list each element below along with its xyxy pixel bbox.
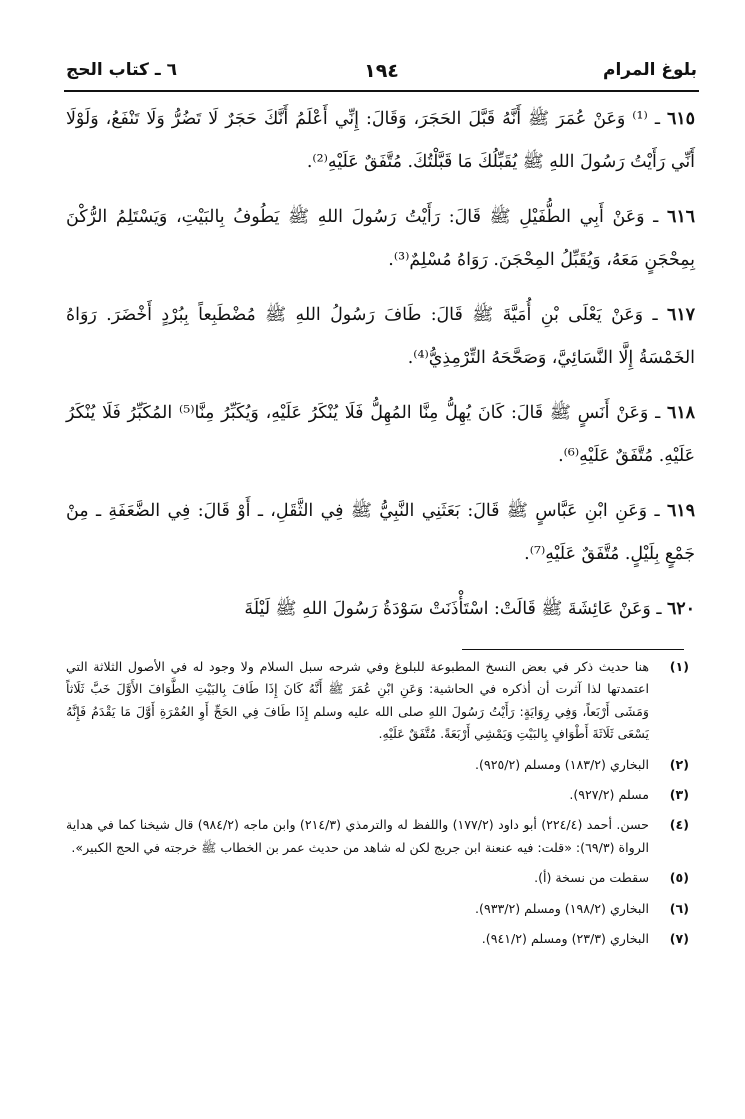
footnote-7	[66, 928, 689, 950]
footnote-marker: (٣)	[669, 787, 689, 803]
book-title: بلوغ المرام	[603, 60, 697, 80]
footnote-text: البخاري (١٩٨/٢) ومسلم (٩٣٣/٢).	[475, 900, 649, 916]
hadith-617	[66, 294, 695, 380]
hadith-text: ـ وَعَنْ يَعْلَى بْنِ أُمَيَّةَ ﷺ قَالَ: طَافَ رَسُولُ اللهِ ﷺ مُضْطَبِعاً بِبُرْدٍ أَخْضَرَ. رَوَاهُ الخَمْسَةُ إِلَّا النَّسَائِيَّ، وَصَحَّحَهُ التِّرْمِذِيُّ⁽⁴⁾.	[66, 305, 695, 368]
hadith-text: ـ وَعَنْ أَنَسٍ ﷺ قَالَ: كَانَ يُهِلُّ مِنَّا المُهِلُّ فَلَا يُنْكَرُ عَلَيْهِ، وَيُكَبِّرُ مِنَّا⁽⁵⁾ المُكَبِّرُ فَلَا يُنْكَرُ عَلَيْهِ. مُتَّفَقٌ عَلَيْهِ⁽⁶⁾.	[66, 403, 695, 466]
hadith-number: ٦١٧	[666, 305, 696, 325]
footnote-2	[66, 754, 689, 776]
hadith-number: ٦١٩	[666, 501, 695, 521]
footnote-1	[66, 656, 689, 746]
footnote-3	[66, 784, 689, 806]
footnote-4	[66, 814, 689, 859]
hadith-618	[66, 392, 695, 478]
hadith-615	[66, 98, 695, 184]
hadith-text: ـ ⁽¹⁾ وَعَنْ عُمَرَ ﷺ أَنَّهُ قَبَّلَ الحَجَرَ، وَقَالَ: إِنِّي أَعْلَمُ أَنَّكَ حَجَرٌ لَا تَضُرُّ وَلَا تَنْفَعُ، وَلَوْلَا أَنِّي رَأَيْتُ رَسُولَ اللهِ ﷺ يُقَبِّلُكَ مَا قَبَّلْتُكَ. مُتَّفَقٌ عَلَيْهِ⁽²⁾.	[66, 109, 695, 172]
hadith-620	[66, 588, 695, 631]
footnote-text: سقطت من نسخة (أ).	[534, 870, 649, 886]
hadith-list	[66, 98, 695, 643]
hadith-number: ٦١٥	[666, 109, 695, 129]
footnote-text: البخاري (١٨٣/٢) ومسلم (٩٢٥/٢).	[475, 756, 649, 772]
chapter-title: ٦ ـ كتاب الحج	[66, 60, 177, 80]
footnote-marker: (٥)	[669, 870, 689, 886]
hadith-text: ـ وَعَنْ أَبِي الطُّفَيْلِ ﷺ قَالَ: رَأَيْتُ رَسُولَ اللهِ ﷺ يَطُوفُ بِالبَيْتِ، وَيَسْتَلِمُ الرُّكْنَ بِمِحْجَنٍ مَعَهُ، وَيُقَبِّلُ المِحْجَنَ. رَوَاهُ مُسْلِمٌ⁽³⁾.	[66, 207, 695, 270]
footnote-5	[66, 867, 689, 889]
hadith-number: ٦١٦	[666, 207, 696, 227]
footnote-marker: (١)	[669, 659, 689, 674]
footnote-6	[66, 898, 689, 920]
page-header	[64, 50, 699, 92]
page-number: ١٩٤	[364, 60, 399, 82]
footnote-marker: (٤)	[669, 817, 689, 833]
footnote-text: حسن. أحمد (٢٢٤/٤) أبو داود (١٧٧/٢) واللفظ له والترمذي (٢١٤/٣) وابن ماجه (٩٨٤/٢) قال شيخنا كما في هداية الرواة (٦٩/٣): «قلت: فيه عنعنة ابن جريج لكن له شاهد من حديث عمر بن الخطاب ﷺ خرجته في الحج الكبير».	[66, 817, 649, 855]
footnote-text: مسلم (٩٢٧/٢).	[569, 787, 649, 803]
hadith-text: ـ وَعَنْ عَائِشَةَ ﷺ قَالَتْ: اسْتَأْذَنَتْ سَوْدَةُ رَسُولَ اللهِ ﷺ لَيْلَةَ	[244, 599, 662, 619]
footnote-text: البخاري (٢٣/٣) ومسلم (٩٤١/٢).	[481, 931, 649, 947]
footnotes	[66, 656, 689, 958]
hadith-number: ٦١٨	[666, 403, 696, 423]
footnote-marker: (٢)	[669, 756, 689, 772]
hadith-number: ٦٢٠	[666, 599, 695, 619]
footnote-text: هنا حديث ذكر في بعض النسخ المطبوعة للبلوغ وفي شرحه سبل السلام ولا وجود له في الأصول الثلاثة التي اعتمدتها لذا آثرت أن أذكره في الحاشية: وَعَنِ ابْنِ عُمَرَ ﷺ أَنَّهُ كَانَ إِذَا طَافَ بِالبَيْتِ الطَّوَافَ الأَوَّلَ خَبَّ ثَلَاثاً وَمَشَى أَرْبَعاً، وَفِي رِوَايَةٍ: رَأَيْتُ رَسُولَ اللهِ صلى الله عليه وسلم إِذَا طَافَ فِي الحَجِّ أَوِ العُمْرَةِ أَوَّلَ مَا يَقْدَمُ فَإِنَّهُ يَسْعَى ثَلَاثَةَ أَطْوَافٍ بِالبَيْتِ وَيَمْشِي أَرْبَعَةً. مُتَّفَقٌ عَلَيْهِ.	[66, 659, 649, 742]
footnote-marker: (٧)	[669, 931, 689, 947]
hadith-619	[66, 490, 695, 576]
hadith-616	[66, 196, 695, 282]
footnote-marker: (٦)	[669, 900, 689, 916]
hadith-text: ـ وَعَنِ ابْنِ عَبَّاسٍ ﷺ قَالَ: بَعَثَنِي النَّبِيُّ ﷺ فِي الثَّقَلِ، ـ أَوْ قَالَ: فِي الضَّعَفَةِ ـ مِنْ جَمْعٍ بِلَيْلٍ. مُتَّفَقٌ عَلَيْهِ⁽⁷⁾.	[66, 501, 695, 564]
footnote-separator	[462, 649, 684, 650]
